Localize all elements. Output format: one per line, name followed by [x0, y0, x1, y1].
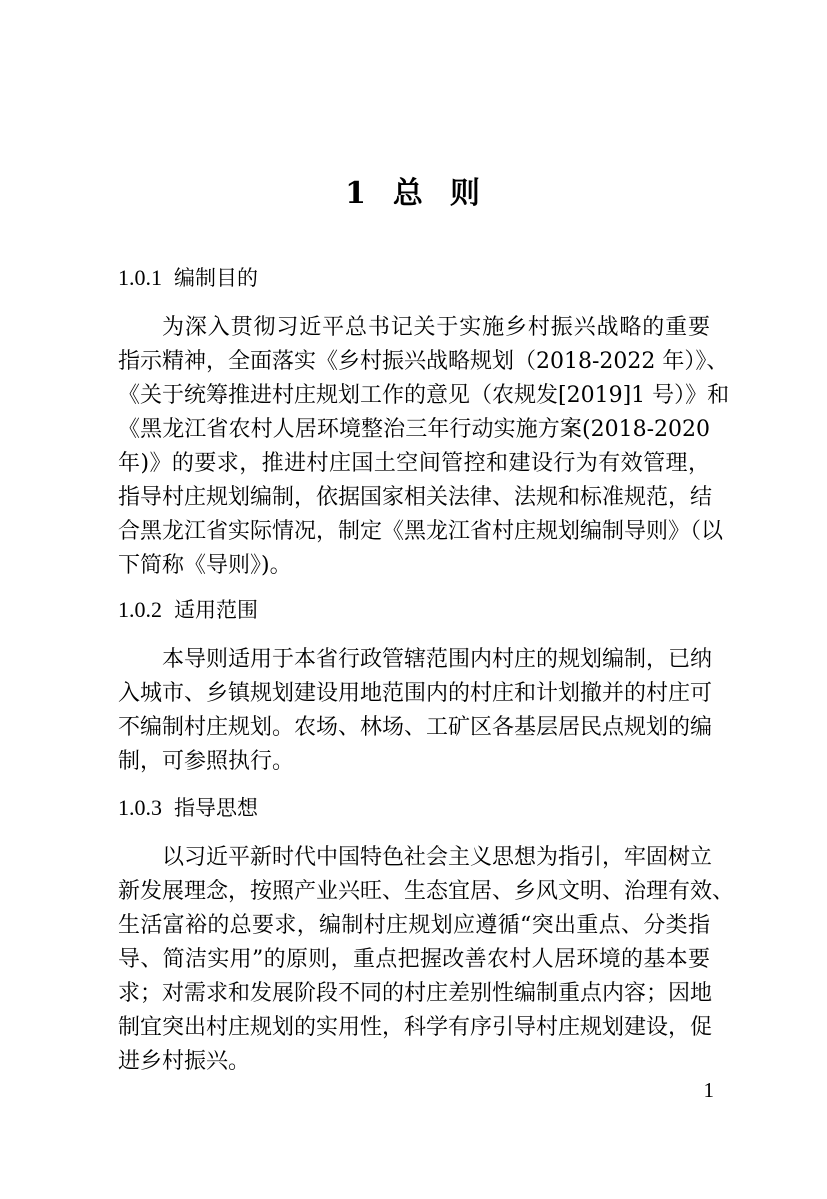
paragraph-line: 求；对需求和发展阶段不同的村庄差别性编制重点内容；因地 [118, 981, 713, 1006]
paragraph-line: 不编制村庄规划。农场、林场、工矿区各基层居民点规划的编 [118, 715, 713, 740]
paragraph-line: 以习近平新时代中国特色社会主义思想为指引，牢固树立 [162, 845, 713, 870]
paragraph-line: 为深入贯彻习近平总书记关于实施乡村振兴战略的重要 [162, 315, 710, 340]
paragraph-line: 制，可参照执行。 [118, 749, 295, 774]
paragraph-line: 指导村庄规划编制，依据国家相关法律、法规和标准规范，结 [118, 485, 713, 510]
section-title: 指导思想 [174, 796, 258, 820]
paragraph-line: 制宜突出村庄规划的实用性，科学有序引导村庄规划建设，促 [118, 1015, 713, 1040]
section-number: 1.0.1 [118, 265, 162, 290]
section-number: 1.0.2 [118, 597, 162, 622]
section-heading-1-0-1 [118, 262, 258, 294]
section-heading-1-0-2 [118, 594, 258, 626]
page-number: 1 [703, 1078, 714, 1102]
paragraph-line: 下简称《导则》)。 [118, 553, 292, 578]
paragraph-line: 生活富裕的总要求，编制村庄规划应遵循“突出重点、分类指 [118, 913, 710, 938]
section-heading-1-0-3 [118, 792, 258, 824]
section-title: 适用范围 [174, 598, 258, 622]
paragraph-line: 合黑龙江省实际情况，制定《黑龙江省村庄规划编制导则》（以 [118, 519, 724, 544]
paragraph-line: 进乡村振兴。 [118, 1049, 251, 1074]
paragraph-line: 导、简洁实用”的原则，重点把握改善农村人居环境的基本要 [118, 947, 710, 972]
paragraph-line: 指示精神，全面落实《乡村振兴战略规划（2018-2022 年）》、 [118, 349, 729, 374]
section-title: 编制目的 [174, 266, 258, 290]
paragraph-line: 新发展理念，按照产业兴旺、生态宜居、乡风文明、治理有效、 [118, 879, 735, 904]
paragraph-line: 入城市、乡镇规划建设用地范围内的村庄和计划撤并的村庄可 [118, 681, 713, 706]
paragraph-line: 《黑龙江省农村人居环境整治三年行动实施方案(2018-2020 [118, 417, 710, 442]
paragraph-line: 《关于统筹推进村庄规划工作的意见（农规发[2019]1 号）》和 [118, 383, 730, 408]
paragraph-line: 本导则适用于本省行政管辖范围内村庄的规划编制，已纳 [162, 647, 713, 672]
paragraph-line: 年)》的要求，推进村庄国土空间管控和建设行为有效管理， [118, 451, 710, 476]
section-number: 1.0.3 [118, 795, 162, 820]
chapter-title: 1 总 则 [345, 176, 482, 211]
